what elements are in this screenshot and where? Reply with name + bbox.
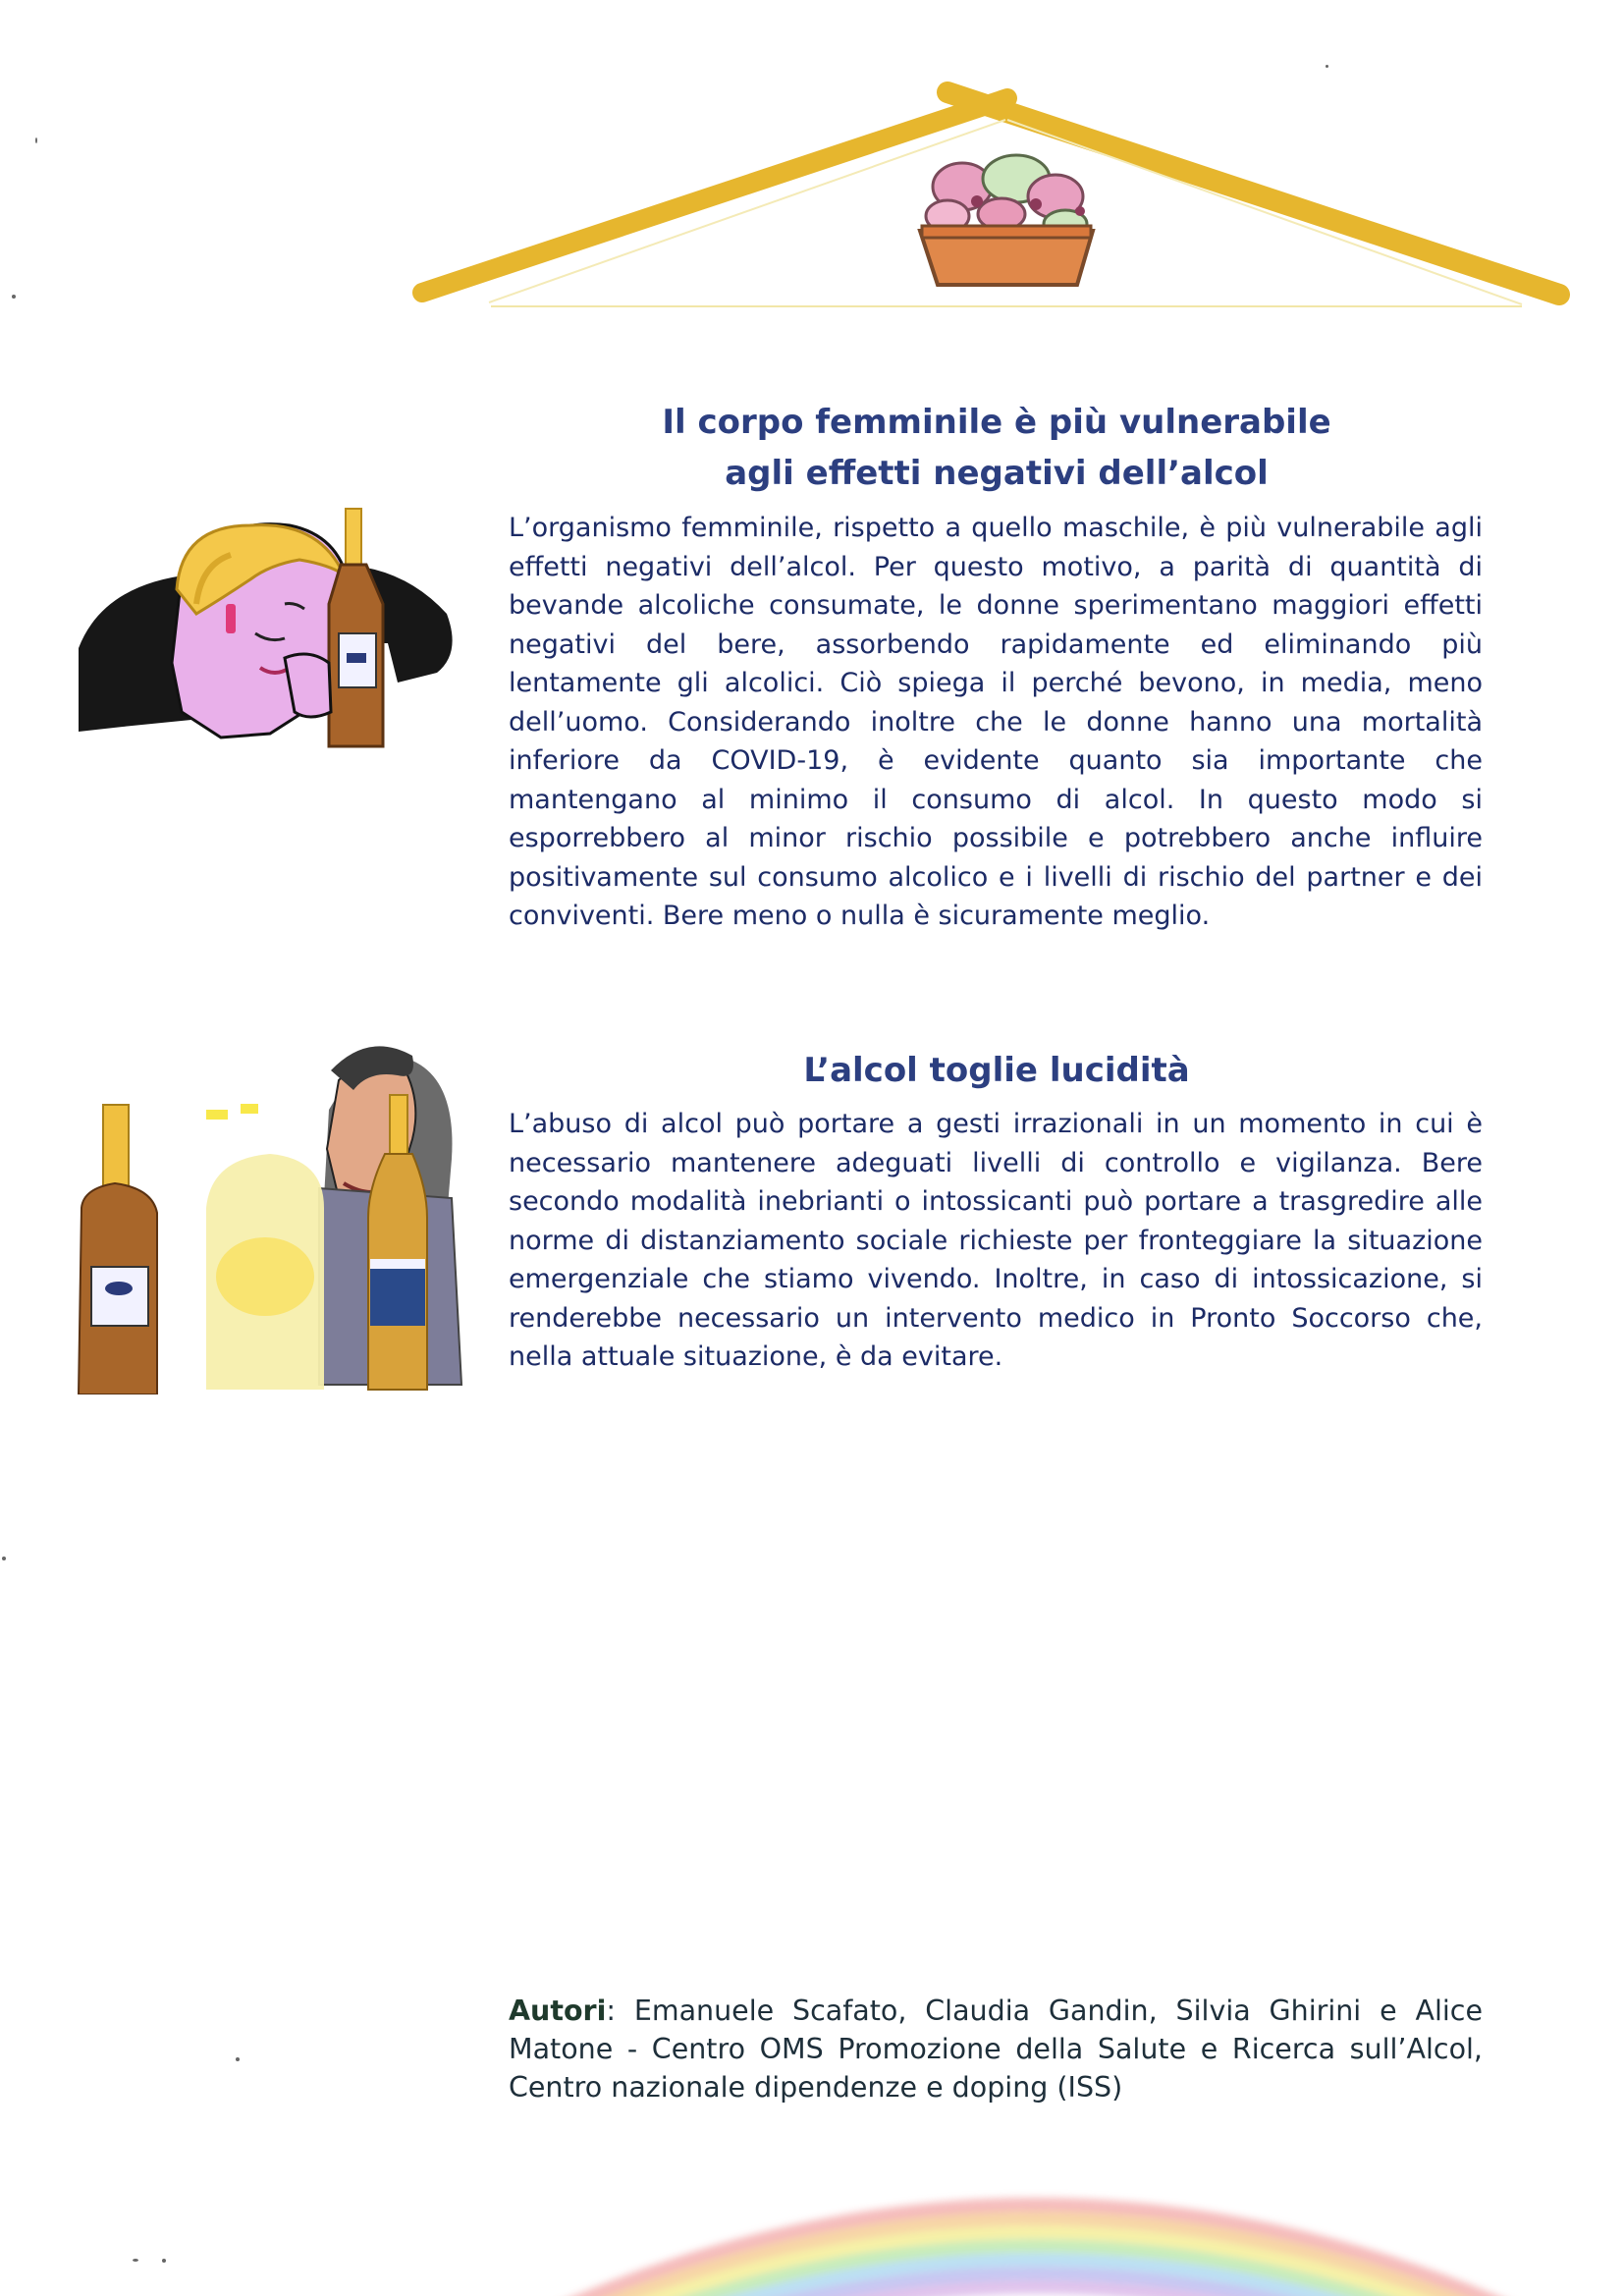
rainbow-illustration [481, 2131, 1591, 2296]
man-with-bottles-illustration [74, 1021, 466, 1394]
section-1-body: L’organismo femminile, rispetto a quello maschile, è più vulnerabile agli effetti negativi dell’alcol. Per questo motivo, a parità di quantità di bevande alcoliche consumate, le donne sperimentano maggiori effetti negativi del bere, assorbendo rapidamente ed eliminando più lentamente gli alcolici. Ciò spiega il perché bevono, in media, meno dell’uomo. Considerando inoltre che le donne hanno una mortalità inferiore da COVID-19, è evidente quanto sia importante che mantengano al minimo il consumo di alcol. In questo modo si esporrebbero al minor rischio possibile e potrebbero anche influire positivamente sul consumo alcolico e i livelli di rischio del partner e dei conviventi. Bere meno o nulla è sicuramente meglio. [509, 513, 1483, 931]
section-1-title-line-2: agli effetti negativi dell’alcol [725, 454, 1269, 493]
section-2-body: L’abuso di alcol può portare a gesti irrazionali in un momento in cui è necessario mantenere adeguati livelli di controllo e vigilanza. Bere secondo modalità inebrianti o intossicanti può portare a trasgredire alle norme di distanziamento sociale richieste per fronteggiare la situazione emergenziale che stiamo vivendo. Inoltre, in caso di intossicazione, si renderebbe necessario un intervento medico in Pronto Soccorso che, nella attuale situazione, è da evitare. [509, 1109, 1483, 1372]
woman-with-bottle-illustration [74, 506, 461, 771]
authors-text: : Emanuele Scafato, Claudia Gandin, Silvia Ghirini e Alice Matone - Centro OMS Promozione della Salute e Ricerca sull’Alcol, Centro nazionale dipendenze e doping (ISS) [509, 1995, 1483, 2104]
speck [2, 1557, 6, 1560]
speck [236, 2057, 240, 2061]
speck [35, 137, 37, 143]
speck [1326, 65, 1328, 68]
speck [162, 2259, 166, 2263]
authors-label: Autori [509, 1995, 607, 2027]
section-1-title-line-1: Il corpo femminile è più vulnerabile [662, 403, 1331, 442]
speck [12, 295, 16, 299]
authors-credit [509, 1992, 1483, 2106]
speck [133, 2259, 138, 2262]
flower-box-illustration [908, 147, 1105, 304]
section-2-title: L’alcol toglie lucidità [803, 1051, 1190, 1090]
